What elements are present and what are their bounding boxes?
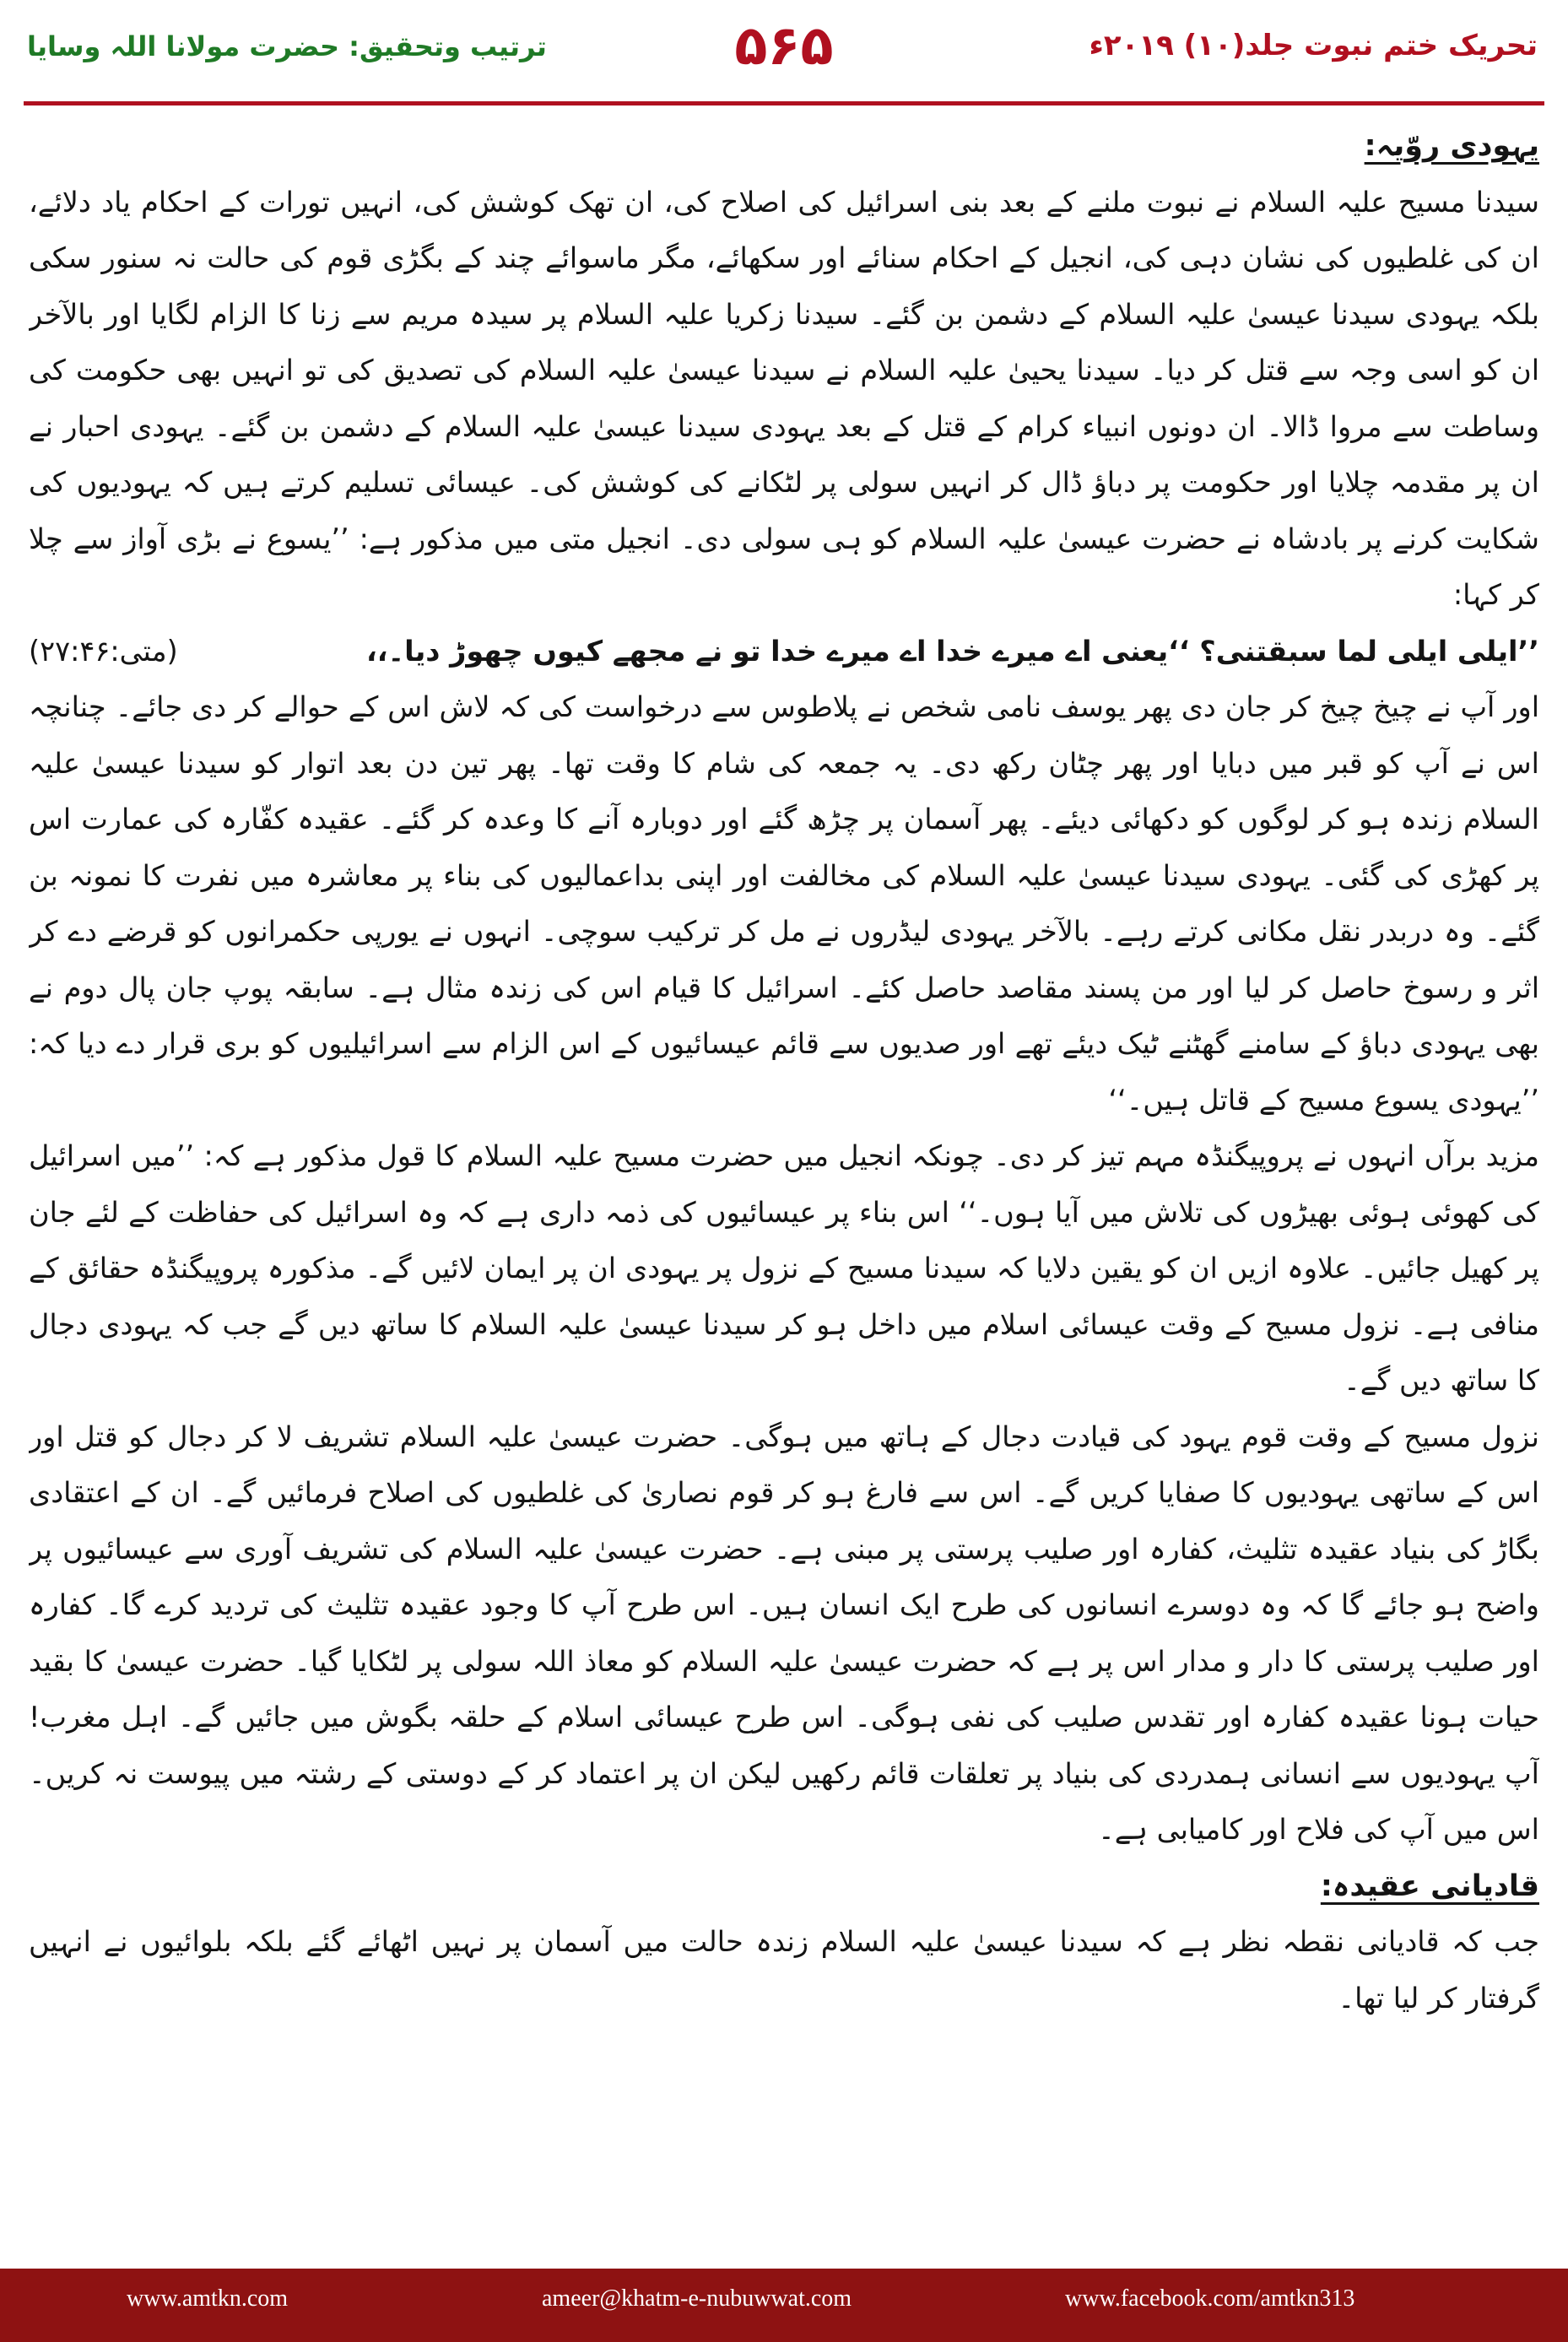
page-header [0,0,1568,110]
book-title: تحریک ختم نبوت جلد(۱۰) ۲۰۱۹ء [1089,29,1538,62]
paragraph-5: جب کہ قادیانی نقطہ نظر ہے کہ سیدنا عیسیٰ علیہ السلام زندہ حالت میں آسمان پر نہیں اٹھائے گئے بلکہ بلوائیوں نے انہیں گرفتار کر لیا تھا۔ [29,1925,1539,2015]
page-footer [0,2269,1568,2342]
page-number: ۵۶۵ [734,15,834,78]
paragraph-4: نزول مسیح کے وقت قوم یہود کی قیادت دجال کے ہاتھ میں ہوگی۔ حضرت عیسیٰ علیہ السلام تشریف لا کر دجال کو قتل اور اس کے ساتھی یہودیوں کا صفایا کریں گے۔ اس سے فارغ ہو کر قوم نصاریٰ کی غلطیوں کی اصلاح فرمائیں گے۔ ان کے اعتقادی بگاڑ کی بنیاد عقیدہ تثلیث، کفارہ اور صلیب پرستی پر مبنی ہے۔ حضرت عیسیٰ علیہ السلام کی تشریف آوری سے عیسائیوں پر واضح ہو جائے گا کہ وہ دوسرے انسانوں کی طرح ایک انسان ہیں۔ اس طرح آپ کا وجود عقیدہ تثلیث کی تردید کرے گا۔ کفارہ اور صلیب پرستی کا دار و مدار اس پر ہے کہ حضرت عیسیٰ علیہ السلام کو معاذ اللہ سولی پر لٹکایا گیا۔ حضرت عیسیٰ کا بقید حیات ہونا عقیدہ کفارہ اور تقدس صلیب کی نفی ہوگی۔ اس طرح عیسائی اسلام کے حلقہ بگوش میں جائیں گے۔ اہل مغرب! آپ یہودیوں سے انسانی ہمدردی کی بنیاد پر تعلقات قائم رکھیں لیکن ان پر اعتماد کر کے دوستی کے رشتہ میں پیوست نہ کریں۔ اس میں آپ کی فلاح اور کامیابی ہے۔ [29,1420,1539,1846]
footer-facebook-link[interactable]: www.facebook.com/amtkn313 [1065,2285,1355,2312]
paragraph-2: اور آپ نے چیخ چیخ کر جان دی پھر یوسف نامی شخص نے پلاطوس سے درخواست کی کہ لاش اس کے حوالے کر دی جائے۔ چنانچہ اس نے آپ کو قبر میں دبایا اور پھر چٹان رکھ دی۔ یہ جمعہ کی شام کا وقت تھا۔ پھر تین دن بعد اتوار کو سیدنا عیسیٰ علیہ السلام زندہ ہو کر لوگوں کو دکھائی دیئے۔ پھر آسمان پر چڑھ گئے اور دوبارہ آنے کا وعدہ کر گئے۔ عقیدہ کفّارہ کی عمارت اس پر کھڑی کی گئی۔ یہودی سیدنا عیسیٰ علیہ السلام کی مخالفت اور اپنی بداعمالیوں کی بناء پر معاشرہ میں نفرت کا نمونہ بن گئے۔ وہ دربدر نقل مکانی کرتے رہے۔ بالآخر یہودی لیڈروں نے مل کر ترکیب سوچی۔ انہوں نے یورپی حکمرانوں کو قرضے دے کر اثر و رسوخ حاصل کر لیا اور من پسند مقاصد حاصل کئے۔ اسرائیل کا قیام اس کی زندہ مثال ہے۔ سابقہ پوپ جان پال دوم نے بھی یہودی دباؤ کے سامنے گھٹنے ٹیک دیئے تھے اور صدیوں سے قائم عیسائیوں کے اس الزام سے اسرائیلیوں کو بری قرار دے دیا کہ: ’’یہودی یسوع مسیح کے قاتل ہیں۔‘‘ [29,690,1539,1117]
header-divider [24,101,1544,105]
paragraph-3: مزید برآں انہوں نے پروپیگنڈہ مہم تیز کر دی۔ چونکہ انجیل میں حضرت مسیح علیہ السلام کا قول مذکور ہے کہ: ’’میں اسرائیل کی کھوئی ہوئی بھیڑوں کی تلاش میں آیا ہوں۔‘‘ اس بناء پر عیسائیوں کی ذمہ داری ہے کہ وہ اسرائیل کی حفاظت کے لئے جان پر کھیل جائیں۔ علاوہ ازیں ان کو یقین دلایا کہ سیدنا مسیح کے نزول پر یہودی ان پر ایمان لائیں گے۔ مذکورہ پروپیگنڈہ حقائق کے منافی ہے۔ نزول مسیح کے وقت عیسائی اسلام میں داخل ہو کر سیدنا عیسیٰ علیہ السلام کا ساتھ دیں گے جب کہ یہودی دجال کا ساتھ دیں گے۔ [29,1139,1539,1397]
compiler-credit: ترتیب وتحقیق: حضرت مولانا اللہ وسایا [27,30,547,62]
quote-reference: (متی:۲۷:۴۶) [29,634,178,668]
footer-website-link[interactable]: www.amtkn.com [127,2285,289,2312]
scripture-quote [29,624,1539,680]
page-body [29,118,1539,2220]
section-heading-jewish-attitude: یہودی روّیہ: [1364,129,1539,163]
footer-email-link[interactable]: ameer@khatm-e-nubuwwat.com [542,2285,852,2312]
quote-text: ’’ایلی ایلی لما سبقتنی؟ ‘‘یعنی اے میرے خدا اے میرے خدا تو نے مجھے کیوں چھوڑ دیا۔،، [366,634,1539,668]
section-heading-qadiani-belief: قادیانی عقیدہ: [1320,1869,1539,1903]
paragraph-1: سیدنا مسیح علیہ السلام نے نبوت ملنے کے بعد بنی اسرائیل کی اصلاح کی، ان تھک کوشش کی، انہیں تورات کے احکام یاد دلائے، ان کی غلطیوں کی نشان دہی کی، انجیل کے احکام سنائے اور سکھائے، مگر ماسوائے چند کے بگڑی قوم کی حالت نہ سنور سکی بلکہ یہودی سیدنا عیسیٰ علیہ السلام کے دشمن بن گئے۔ سیدنا زکریا علیہ السلام پر سیدہ مریم سے زنا کا الزام لگایا اور بالآخر ان کو اسی وجہ سے قتل کر دیا۔ سیدنا یحییٰ علیہ السلام نے سیدنا عیسیٰ علیہ السلام کی تصدیق کی تو انہیں بھی حکومت کی وساطت سے مروا ڈالا۔ ان دونوں انبیاء کرام کے قتل کے بعد یہودی سیدنا عیسیٰ علیہ السلام کے دشمن بن گئے۔ یہودی احبار نے ان پر مقدمہ چلایا اور حکومت پر دباؤ ڈال کر انہیں سولی پر لٹکانے کی کوشش کی۔ عیسائی تسلیم کرتے ہیں کہ یہودیوں کی شکایت کرنے پر بادشاہ نے حضرت عیسیٰ علیہ السلام کو ہی سولی دی۔ انجیل متی میں مذکور ہے: ’’یسوع نے بڑی آواز سے چلا کر کہا: [29,185,1539,611]
